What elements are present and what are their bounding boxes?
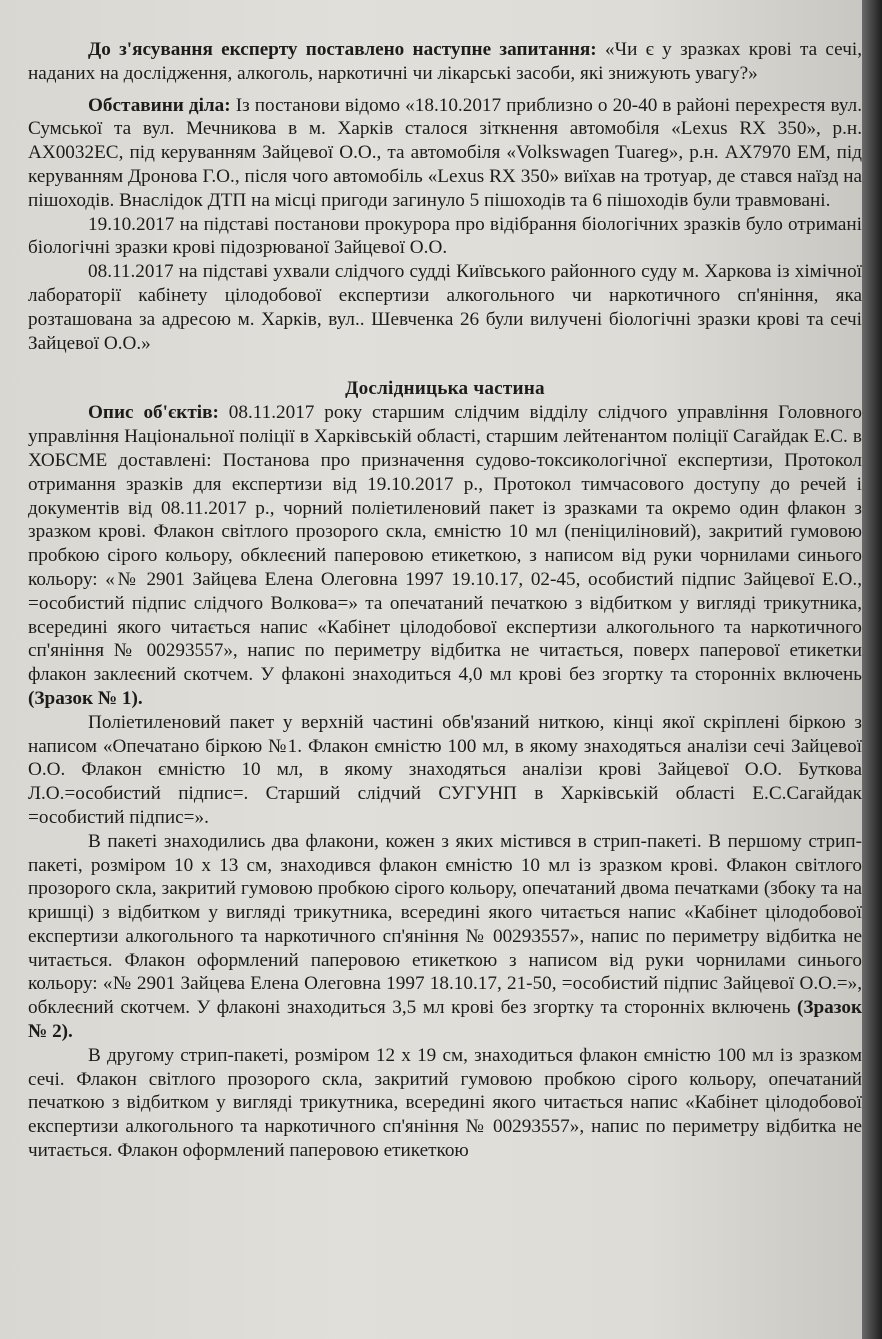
circumstances-lead: Обставини діла: [88, 94, 231, 116]
first-strip-text: В пакеті знаходились два флакони, кожен з яких містився в стрип-пакеті. В першому стрип-пакеті, розміром 10 х 13 см, знаходився флакон ємністю 10 мл із зразком крові. Флакон світлого прозорого скла, закритий гумовою пробкою сірого кольору, опечатаний двома печатками (збоку та на кришці) з відбитком у вигляді трикутника, всередині якого читається напис «Кабінет цілодобової експертизи алкогольного та наркотичного сп'яніння № 00293557», напис по периметру відбитка не читається. Флакон оформлений паперовою етикеткою з написом від руки чорнилами синього кольору: «№ 2901 Зайцева Елена Олеговна 1997 18.10.17, 21-50, =особистий підпис Зайцевої О.О.=», обклеєний скотчем. У флаконі знаходиться 3,5 мл крові без згортку та сторонніх включень [28, 830, 862, 1019]
document-body [28, 38, 862, 1163]
question-lead: До з'ясування експерту поставлено наступне запитання: [88, 39, 597, 60]
objects-paragraph [28, 401, 862, 710]
section-title: Дослідницька частина [345, 378, 545, 400]
objects-text: 08.11.2017 року старшим слідчим відділу слідчого управління Головного управління Національної поліції в Харківській області, старшим лейтенантом поліції Сагайдак Е.С. в ХОБСМЕ доставлені: Постанова про призначення судово-токсикологічної експертизи, Протокол отримання зразків для експертизи від 19.10.2017 р., Протокол тимчасового доступу до речей і документів від 08.11.2017 р., чорний поліетиленовий пакет із зразками та окремо один флакон з зразком крові. Флакон світлого прозорого скла, ємністю 10 мл (пеніциліновий), закритий гумовою пробкою сірого кольору, обклеєний паперовою етикеткою, з написом від руки чорнилами синього кольору: «№ 2901 Зайцева Елена Олеговна 1997 19.10.17, 02-45, особистий підпис Зайцевої Е.О., =особистий підпис слідчого Волкова=» та опечатаний печаткою з відбитком у вигляді трикутника, всередині якого читається напис «Кабінет цілодобової експертизи алкогольного та наркотичного сп'яніння № 00293557», напис по периметру відбитка не читається, поверх паперової етикетки флакон заклеєний скотчем. У флаконі знаходиться 4,0 мл крові без згортку та сторонніх включень [28, 402, 862, 686]
book-spine [862, 0, 882, 1339]
first-strip-paragraph [28, 830, 862, 1044]
circumstances-paragraph-2: 19.10.2017 на підставі постанови прокурора про відібрання біологічних зразків було отримані біологічні зразки крові підозрюваної Зайцевої О.О. [28, 213, 862, 259]
second-strip-paragraph: В другому стрип-пакеті, розміром 12 х 19 см, знаходиться флакон ємністю 100 мл із зразком сечі. Флакон світлого прозорого скла, закритий гумовою пробкою сірого кольору, опечатаний печаткою з відбитком у вигляді трикутника, всередині якого читається напис «Кабінет цілодобової експертизи алкогольного та наркотичного сп'яніння № 00293557», напис по периметру відбитка не читається. Флакон оформлений паперовою етикеткою [28, 1044, 862, 1162]
package-paragraph: Поліетиленовий пакет у верхній частині обв'язаний ниткою, кінці якої скріплені біркою з написом «Опечатано біркою №1. Флакон ємністю 100 мл, в якому знаходяться аналізи сечі Зайцевої О.О. Флакон ємністю 10 мл, в якому знаходяться аналізи крові Зайцевої О.О. Буткова Л.О.=особистий підпис=. Старший слідчий СУГУНП в Харківській області Е.С.Сагайдак =особистий підпис=». [28, 711, 862, 828]
circumstances-paragraph-3: 08.11.2017 на підставі ухвали слідчого судді Київського районного суду м. Харкова із хімічної лабораторії кабінету цілодобової експертизи алкогольного чи наркотичного сп'яніння, яка розташована за адресою м. Харків, вул.. Шевченка 26 були вилучені біологічні зразки крові та сечі Зайцевої О.О.» [28, 261, 862, 354]
sample-1-label: (Зразок № 1). [28, 687, 143, 709]
question-text: «Чи є у зразках крові та сечі, наданих на дослідження, алкоголь, наркотичні чи лікарські засоби, які знижують увагу?» [28, 39, 862, 84]
question-paragraph [28, 38, 862, 86]
objects-lead: Опис об'єктів: [88, 402, 219, 424]
circumstances-text: Із постанови відомо «18.10.2017 приблизно о 20-40 в районі перехрестя вул. Сумської та вул. Мечникова в м. Харків сталося зіткнення автомобіля «Lexus RX 350», р.н. АХ0032ЕС, під керуванням Зайцевої О.О., та автомобіля «Volkswagen Tuareg», р.н. АХ7970 ЕМ, під керуванням Дронова Г.О., після чого автомобіль «Lexus RX 350» виїхав на тротуар, де стався наїзд на пішоходів. Внаслідок ДТП на місці пригоди загинуло 5 пішоходів та 6 пішоходів були травмовані. [28, 94, 862, 211]
sample-2-label: (Зразок № 2). [28, 997, 862, 1043]
circumstances-paragraph [28, 94, 862, 213]
